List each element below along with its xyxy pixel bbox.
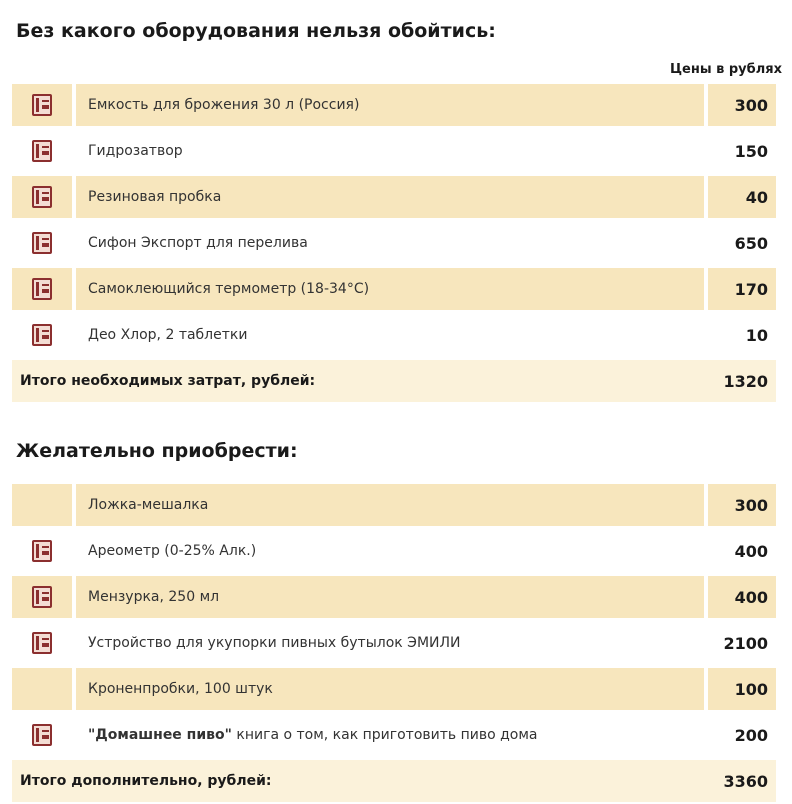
total-value: 3360 — [708, 760, 776, 802]
table-row — [12, 574, 776, 620]
required-equipment-table — [12, 82, 776, 404]
item-name: Кроненпробки, 100 штук — [76, 668, 704, 710]
table-row — [12, 482, 776, 528]
item-name: Мензурка, 250 мл — [76, 576, 704, 618]
book-icon[interactable] — [32, 186, 52, 208]
item-name: Самоклеющийся термометр (18-34°С) — [76, 268, 704, 310]
total-row — [12, 358, 776, 404]
book-icon[interactable] — [32, 586, 52, 608]
item-price: 400 — [708, 576, 776, 618]
total-row — [12, 758, 776, 804]
table-row — [12, 666, 776, 712]
item-price: 400 — [734, 541, 768, 561]
item-name: Устройство для укупорки пивных бутылок ЭМИЛИ — [88, 635, 461, 651]
item-price: 300 — [708, 484, 776, 526]
table-row — [12, 312, 776, 358]
table-row — [12, 128, 776, 174]
total-label: Итого необходимых затрат, рублей: — [12, 360, 708, 402]
book-title[interactable]: "Домашнее пиво" — [88, 727, 232, 743]
item-price: 300 — [708, 84, 776, 126]
item-price: 170 — [708, 268, 776, 310]
section-title-required: Без какого оборудования нельзя обойтись: — [16, 20, 496, 42]
book-icon[interactable] — [32, 632, 52, 654]
item-name: Резиновая пробка — [76, 176, 704, 218]
book-icon[interactable] — [32, 540, 52, 562]
empty-icon-cell — [12, 484, 72, 526]
item-price: 40 — [708, 176, 776, 218]
item-name: Део Хлор, 2 таблетки — [88, 327, 248, 343]
item-price: 650 — [734, 233, 768, 253]
item-name: Сифон Экспорт для перелива — [88, 235, 308, 251]
item-price: 150 — [734, 141, 768, 161]
table-row — [12, 266, 776, 312]
total-value: 1320 — [708, 360, 776, 402]
empty-icon-cell — [12, 668, 72, 710]
item-name — [76, 714, 704, 756]
table-row — [12, 82, 776, 128]
section-title-optional: Желательно приобрести: — [16, 440, 298, 462]
optional-equipment-table — [12, 482, 776, 804]
item-name: Гидрозатвор — [88, 143, 183, 159]
book-icon[interactable] — [32, 324, 52, 346]
table-row — [12, 528, 776, 574]
total-label: Итого дополнительно, рублей: — [12, 760, 708, 802]
table-row — [12, 620, 776, 666]
item-name: Ареометр (0-25% Алк.) — [88, 543, 257, 559]
book-icon[interactable] — [32, 140, 52, 162]
table-row — [12, 220, 776, 266]
book-icon[interactable] — [32, 724, 52, 746]
prices-note: Цены в рублях — [669, 62, 782, 77]
table-row — [12, 174, 776, 220]
item-price: 2100 — [723, 633, 768, 653]
book-icon[interactable] — [32, 94, 52, 116]
item-name: Ложка-мешалка — [76, 484, 704, 526]
table-row — [12, 712, 776, 758]
book-icon[interactable] — [32, 278, 52, 300]
item-price: 100 — [708, 668, 776, 710]
item-price: 10 — [745, 325, 768, 345]
item-name: Емкость для брожения 30 л (Россия) — [76, 84, 704, 126]
book-icon[interactable] — [32, 232, 52, 254]
item-price: 200 — [734, 725, 768, 745]
book-description: книга о том, как приготовить пиво дома — [231, 727, 538, 743]
